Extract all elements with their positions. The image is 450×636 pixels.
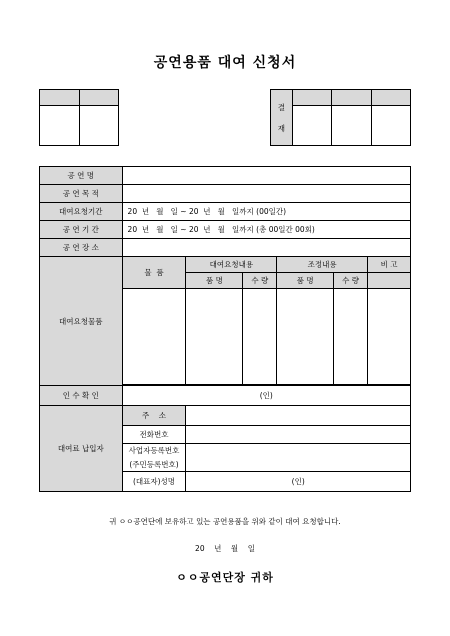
performance-period-field[interactable]: 20 년 월 일 ~ 20 년 월 일까지 (총 00일간 00회): [122, 221, 410, 239]
approval-label-top: 결: [277, 102, 286, 112]
adjusted-item-name-cell[interactable]: [277, 289, 334, 385]
rental-period-field[interactable]: 20 년 월 일 ~ 20 년 월 일까지 (00일간): [122, 203, 410, 221]
address-label: 주 소: [122, 406, 186, 426]
performance-period-label: 공 연 기 간: [40, 221, 123, 239]
form-title: 공연용품 대여 신청서: [153, 55, 297, 71]
performance-name-field[interactable]: [122, 167, 410, 185]
main-form-table: [39, 166, 411, 492]
payer-label: 대여료 납입자: [40, 406, 123, 492]
requested-item-name-cell[interactable]: [186, 289, 243, 385]
approval-label: [271, 90, 293, 146]
left-signature-box: [39, 89, 119, 146]
requested-quantity-cell[interactable]: [243, 289, 277, 385]
resident-no-label: (주민등록번호): [122, 458, 186, 472]
requested-item-name-header: 품 명: [186, 273, 243, 289]
adjusted-header: 조정내용: [277, 257, 368, 273]
biz-no-field[interactable]: [186, 444, 411, 472]
approval-sign-1[interactable]: [292, 106, 331, 146]
date-line: 20 년 월 일: [195, 544, 255, 553]
product-header: 물 품: [122, 257, 186, 289]
approval-header-2: [332, 90, 371, 106]
approval-label-bottom: 재: [277, 123, 286, 133]
receipt-seal: (인): [259, 391, 273, 400]
receipt-field[interactable]: [122, 386, 410, 406]
remarks-header: 비 고: [368, 257, 411, 273]
performance-purpose-label: 공 연 목 적: [40, 185, 123, 203]
rep-seal: (인): [291, 477, 305, 486]
phone-field[interactable]: [186, 426, 411, 444]
approval-header-1: [292, 90, 331, 106]
left-box-cell-2[interactable]: [79, 106, 119, 146]
requested-header: 대여요청내용: [186, 257, 277, 273]
rental-period-label: 대여요청기간: [40, 203, 123, 221]
biz-no-label: 사업자등록번호: [122, 444, 186, 458]
request-statement: 귀 ㅇㅇ공연단에 보유하고 있는 공연용품을 위와 같이 대여 요청합니다.: [109, 517, 341, 526]
left-box-header-1: [40, 90, 80, 106]
adjusted-quantity-header: 수 량: [334, 273, 368, 289]
adjusted-item-name-header: 품 명: [277, 273, 334, 289]
requested-quantity-header: 수 량: [243, 273, 277, 289]
receipt-label: 인 수 확 인: [40, 386, 123, 406]
product-cell[interactable]: [122, 289, 186, 385]
approval-header-3: [371, 90, 410, 106]
rep-name-field[interactable]: [186, 472, 411, 492]
phone-label: 전화번호: [122, 426, 186, 444]
rep-name-label: (대표자)성명: [122, 472, 186, 492]
remarks-cell[interactable]: [368, 289, 411, 385]
adjusted-quantity-cell[interactable]: [334, 289, 368, 385]
remarks-subheader: [368, 273, 411, 289]
performance-name-label: 공 연 명: [40, 167, 123, 185]
approval-sign-3[interactable]: [371, 106, 410, 146]
approval-box: [270, 89, 411, 146]
address-field[interactable]: [186, 406, 411, 426]
performance-purpose-field[interactable]: [122, 185, 410, 203]
items-section-label: 대여요청물품: [40, 257, 123, 386]
venue-label: 공 연 장 소: [40, 239, 123, 257]
approval-sign-2[interactable]: [332, 106, 371, 146]
venue-field[interactable]: [122, 239, 410, 257]
addressee: ㅇㅇ공연단장 귀하: [176, 571, 274, 584]
left-box-cell-1[interactable]: [40, 106, 80, 146]
left-box-header-2: [79, 90, 119, 106]
